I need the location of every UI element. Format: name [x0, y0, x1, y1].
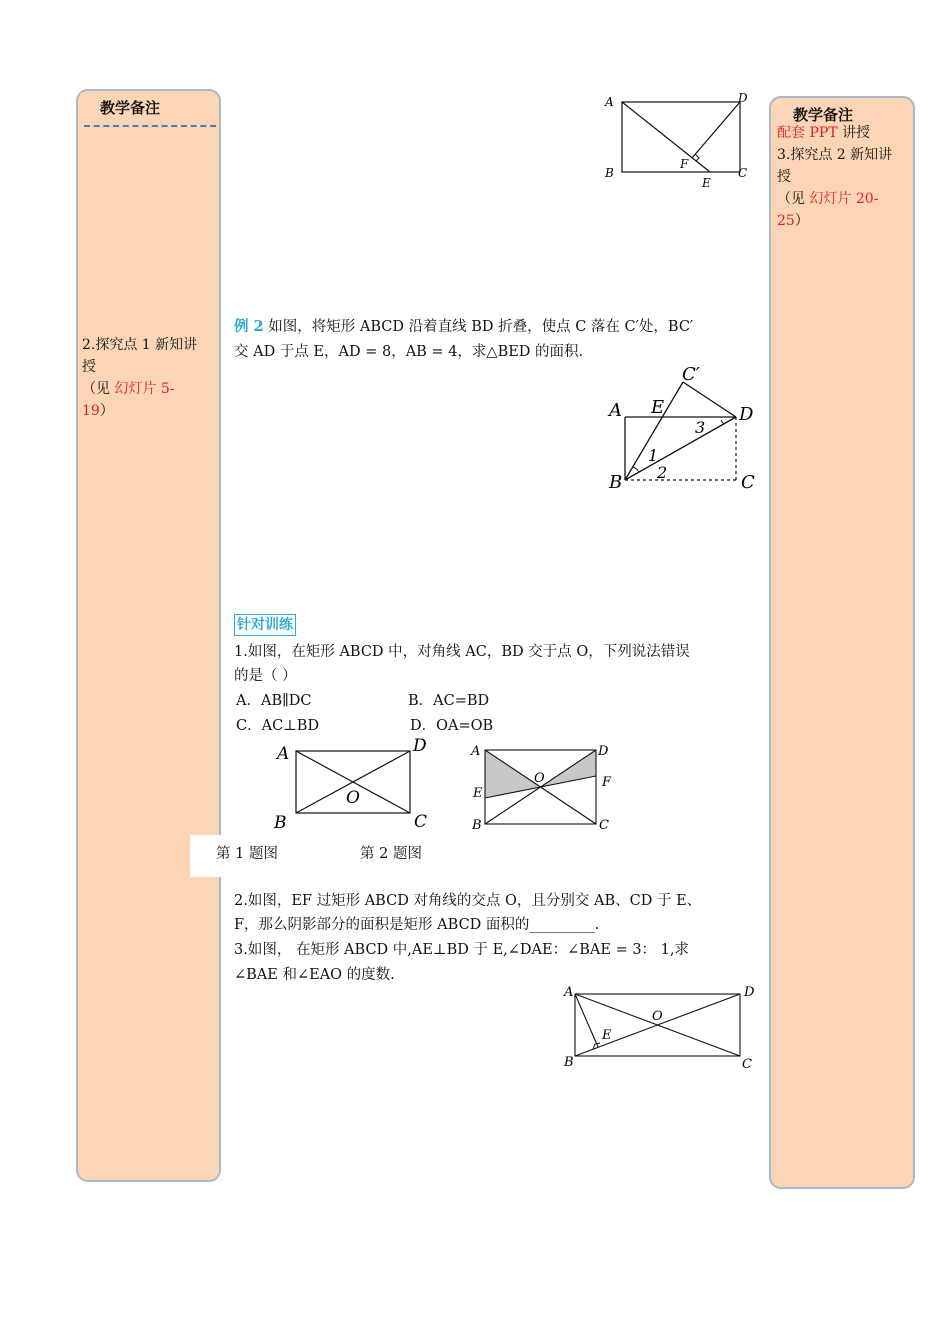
q2-label-a: A — [471, 744, 481, 759]
q1-label-a: A — [277, 744, 290, 764]
top-figure — [600, 90, 760, 195]
right-note-line0 — [777, 122, 913, 144]
right-note-open: （见 — [777, 191, 805, 207]
q1-label-d: D — [413, 736, 427, 756]
q2-label-e: E — [473, 786, 483, 801]
q1-option-b: B．AC=BD — [408, 693, 490, 709]
q2-shade-left — [485, 750, 541, 798]
q2-label-d: D — [598, 744, 609, 759]
left-note-slide-end: 19 — [82, 403, 100, 419]
q1-label-b: B — [274, 813, 287, 833]
q2-figure — [468, 740, 618, 840]
right-note-line2: 授 — [777, 169, 791, 185]
q1-line1: 1.如图，在矩形 ABCD 中，对角线 AC，BD 交于点 O，下列说法错误 — [234, 644, 690, 660]
q1-label-o: O — [346, 788, 360, 808]
right-notes-panel — [769, 96, 915, 1189]
example2-line2: 交 AD 于点 E，AD = 8，AB = 4，求△BED 的面积. — [234, 344, 584, 360]
q3-label-a: A — [564, 985, 574, 1000]
left-notes-title: 教学备注 — [100, 99, 161, 117]
training-heading: 针对训练 — [234, 614, 296, 636]
title-divider — [84, 125, 216, 127]
right-note-line1: 3.探究点 2 新知讲 — [777, 147, 893, 163]
top-label-d: D — [738, 91, 748, 105]
caption-fig1: 第 1 题图 — [216, 846, 278, 862]
right-note-line4 — [777, 210, 913, 232]
ex2-label-a: A — [609, 400, 622, 421]
top-line-df — [692, 102, 740, 158]
q3-label-c: C — [742, 1057, 752, 1072]
caption-fig2: 第 2 题图 — [360, 846, 422, 862]
q2-label-b: B — [472, 818, 482, 833]
q3-figure — [560, 982, 760, 1074]
right-note-slide-range: 幻灯片 20- — [809, 191, 879, 207]
left-note-line3 — [82, 378, 218, 400]
left-note-open: （见 — [82, 381, 110, 397]
ex2-label-cp: C′ — [682, 364, 700, 385]
q1-line2: 的是（ ） — [234, 668, 297, 684]
right-note-ppt-tail: 讲授 — [837, 125, 871, 141]
q2-label-c: C — [599, 818, 609, 833]
ex2-label-1: 1 — [648, 446, 659, 465]
ex2-label-b: B — [609, 472, 623, 493]
example2-line1 — [234, 315, 693, 339]
left-note-line2: 授 — [82, 359, 96, 375]
q1-option-a: A．AB∥DC — [236, 693, 312, 709]
q2-label-f: F — [602, 775, 612, 790]
right-note-text — [777, 122, 913, 232]
right-note-ppt: 配套 PPT — [777, 125, 838, 141]
top-label-a: A — [605, 95, 614, 109]
q3-label-d: D — [744, 985, 755, 1000]
ex2-label-2: 2 — [657, 463, 668, 482]
ex2-label-c: C — [741, 472, 755, 493]
example2-figure — [603, 360, 763, 495]
right-note-slide-end: 25 — [777, 213, 795, 229]
q3-line1: 3.如图， 在矩形 ABCD 中,AE⊥BD 于 E,∠DAE：∠BAE = 3： 1,求 — [234, 942, 690, 958]
left-note-slide-range: 幻灯片 5- — [114, 381, 175, 397]
example2-text1: 如图，将矩形 ABCD 沿着直线 BD 折叠，使点 C 落在 C′处，BC′ — [263, 319, 694, 335]
q3-label-o: O — [652, 1009, 663, 1024]
left-note-text — [82, 334, 218, 422]
ex2-label-d: D — [739, 404, 754, 425]
left-note-close: ） — [99, 403, 114, 419]
left-notes-panel — [76, 89, 221, 1182]
q2-label-o: O — [534, 771, 545, 786]
q3-label-e: E — [602, 1028, 612, 1043]
right-notes-title: 教学备注 — [793, 106, 854, 124]
q2-line2: F，那么阴影部分的面积是矩形 ABCD 面积的_________. — [234, 917, 600, 933]
q3-label-b: B — [564, 1055, 574, 1070]
ex2-angle-arc-1 — [633, 467, 639, 472]
ex2-line-cpd — [683, 382, 736, 417]
q3-line2: ∠BAE 和∠EAO 的度数. — [234, 967, 395, 983]
ex2-label-e: E — [651, 397, 665, 418]
q3-line-ae — [575, 994, 598, 1047]
top-label-b: B — [605, 166, 614, 180]
ex2-line-bd — [625, 417, 736, 480]
top-label-f: F — [680, 157, 689, 171]
q1-option-c: C．AC⊥BD — [236, 718, 320, 734]
top-label-c: C — [738, 166, 748, 180]
top-label-e: E — [702, 176, 711, 190]
q1-figure — [268, 735, 438, 835]
right-note-close: ） — [794, 213, 809, 229]
right-note-line3 — [777, 188, 913, 210]
q2-line1: 2.如图，EF 过矩形 ABCD 对角线的交点 O，且分别交 AB、CD 于 E、 — [234, 893, 702, 909]
q1-label-c: C — [414, 812, 428, 832]
ex2-label-3: 3 — [695, 418, 706, 437]
ex2-angle-arc-3 — [721, 420, 724, 424]
top-line-ae — [622, 102, 710, 172]
left-note-line1: 2.探究点 1 新知讲 — [82, 337, 198, 353]
left-note-line4 — [82, 400, 218, 422]
q1-option-d: D．OA=OB — [410, 718, 494, 734]
example2-label: 例 2 — [234, 318, 264, 335]
